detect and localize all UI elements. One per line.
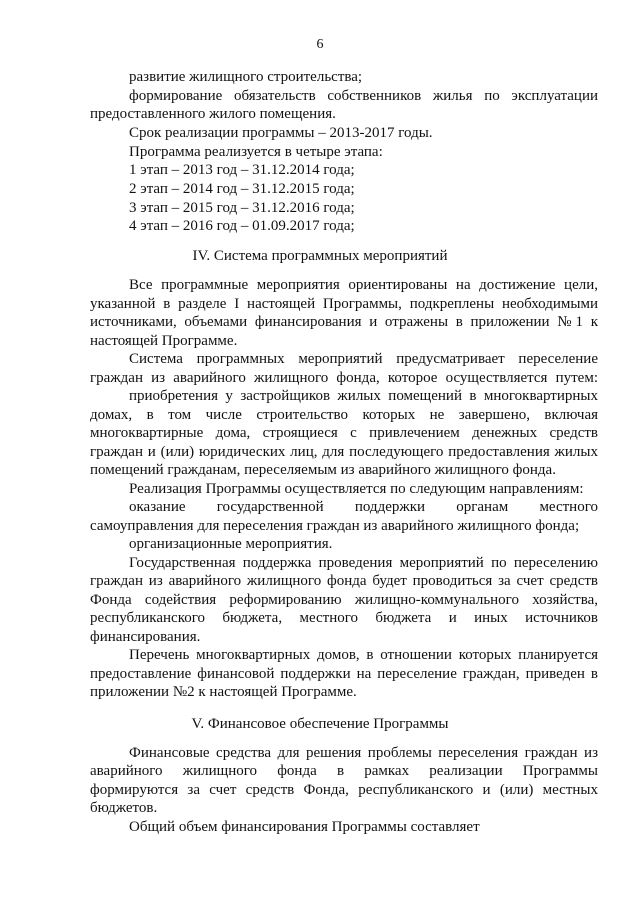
text-line: приобретения у застройщиков жилых помещений в многоквартирных <box>129 388 598 404</box>
text-line: Финансовые средства для решения проблемы переселения граждан из <box>129 745 598 761</box>
section-heading: V. Финансовое обеспечение Программы <box>191 716 449 732</box>
text-line: бюджетов. <box>90 800 158 816</box>
text-line: Программа реализуется в четыре этапа: <box>129 144 383 160</box>
text-line: домах, в том числе строительство которых не завершено, включая <box>90 407 598 423</box>
stage-item: 3 этап – 2015 год – 31.12.2016 года; <box>129 200 355 216</box>
text-line: источниками, объемами финансирования и отражены в приложении №1 к <box>90 314 598 330</box>
text-line: Фонда содействия реформированию жилищно-коммунального хозяйства, <box>90 592 598 608</box>
text-line: многоквартирные дома, строящиеся с привлечением денежных средств <box>90 425 598 441</box>
text-line: граждан из аварийного жилищного фонда будет проводиться за счет средств <box>90 573 598 589</box>
section-heading: IV. Система программных мероприятий <box>192 248 448 264</box>
text-line: настоящей Программе. <box>90 333 238 349</box>
text-line: Перечень многоквартирных домов, в отношении которых планируется <box>129 647 598 663</box>
text-line: развитие жилищного строительства; <box>129 69 363 85</box>
text-line: Срок реализации программы – 2013-2017 годы. <box>129 125 433 141</box>
text-line: формируются за счет средств Фонда, республиканского и (или) местных <box>90 782 598 798</box>
text-line: Система программных мероприятий предусматривает переселение <box>129 351 598 367</box>
text-line: финансирования. <box>90 629 201 645</box>
text-line: Все программные мероприятия ориентированы на достижение цели, <box>129 277 598 293</box>
stage-item: 1 этап – 2013 год – 31.12.2014 года; <box>129 162 355 178</box>
stage-item: 4 этап – 2016 год – 01.09.2017 года; <box>129 218 355 234</box>
text-line: оказание государственной поддержки органам местного <box>129 499 598 515</box>
text-line: указанной в разделе I настоящей Программы, подкреплены необходимыми <box>90 296 598 312</box>
text-line: Реализация Программы осуществляется по следующим направлениям: <box>129 481 584 497</box>
text-line: аварийного жилищного фонда в рамках реализации Программы <box>90 763 598 779</box>
text-line: предоставленного жилого помещения. <box>90 106 336 122</box>
text-line: республиканского бюджета, местного бюджета и иных источников <box>90 610 598 626</box>
stage-item: 2 этап – 2014 год – 31.12.2015 года; <box>129 181 355 197</box>
text-line: формирование обязательств собственников жилья по эксплуатации <box>129 88 598 104</box>
text-line: предоставление финансовой поддержки на переселение граждан, приведен в <box>90 666 598 682</box>
text-line: граждан и (или) юридических лиц, для последующего предоставления жилых <box>90 444 598 460</box>
text-line: приложении №2 к настоящей Программе. <box>90 684 357 700</box>
text-line: организационные мероприятия. <box>129 536 333 552</box>
page-number: 6 <box>316 37 324 52</box>
text-line: самоуправления для переселения граждан из аварийного жилищного фонда; <box>90 518 580 534</box>
text-line: граждан из аварийного жилищного фонда, которое осуществляется путем: <box>90 370 598 386</box>
text-line: Государственная поддержка проведения мероприятий по переселению <box>129 555 598 571</box>
text-line: Общий объем финансирования Программы составляет <box>129 819 480 835</box>
text-line: помещений гражданам, переселяемым из аварийного жилищного фонда. <box>90 462 556 478</box>
